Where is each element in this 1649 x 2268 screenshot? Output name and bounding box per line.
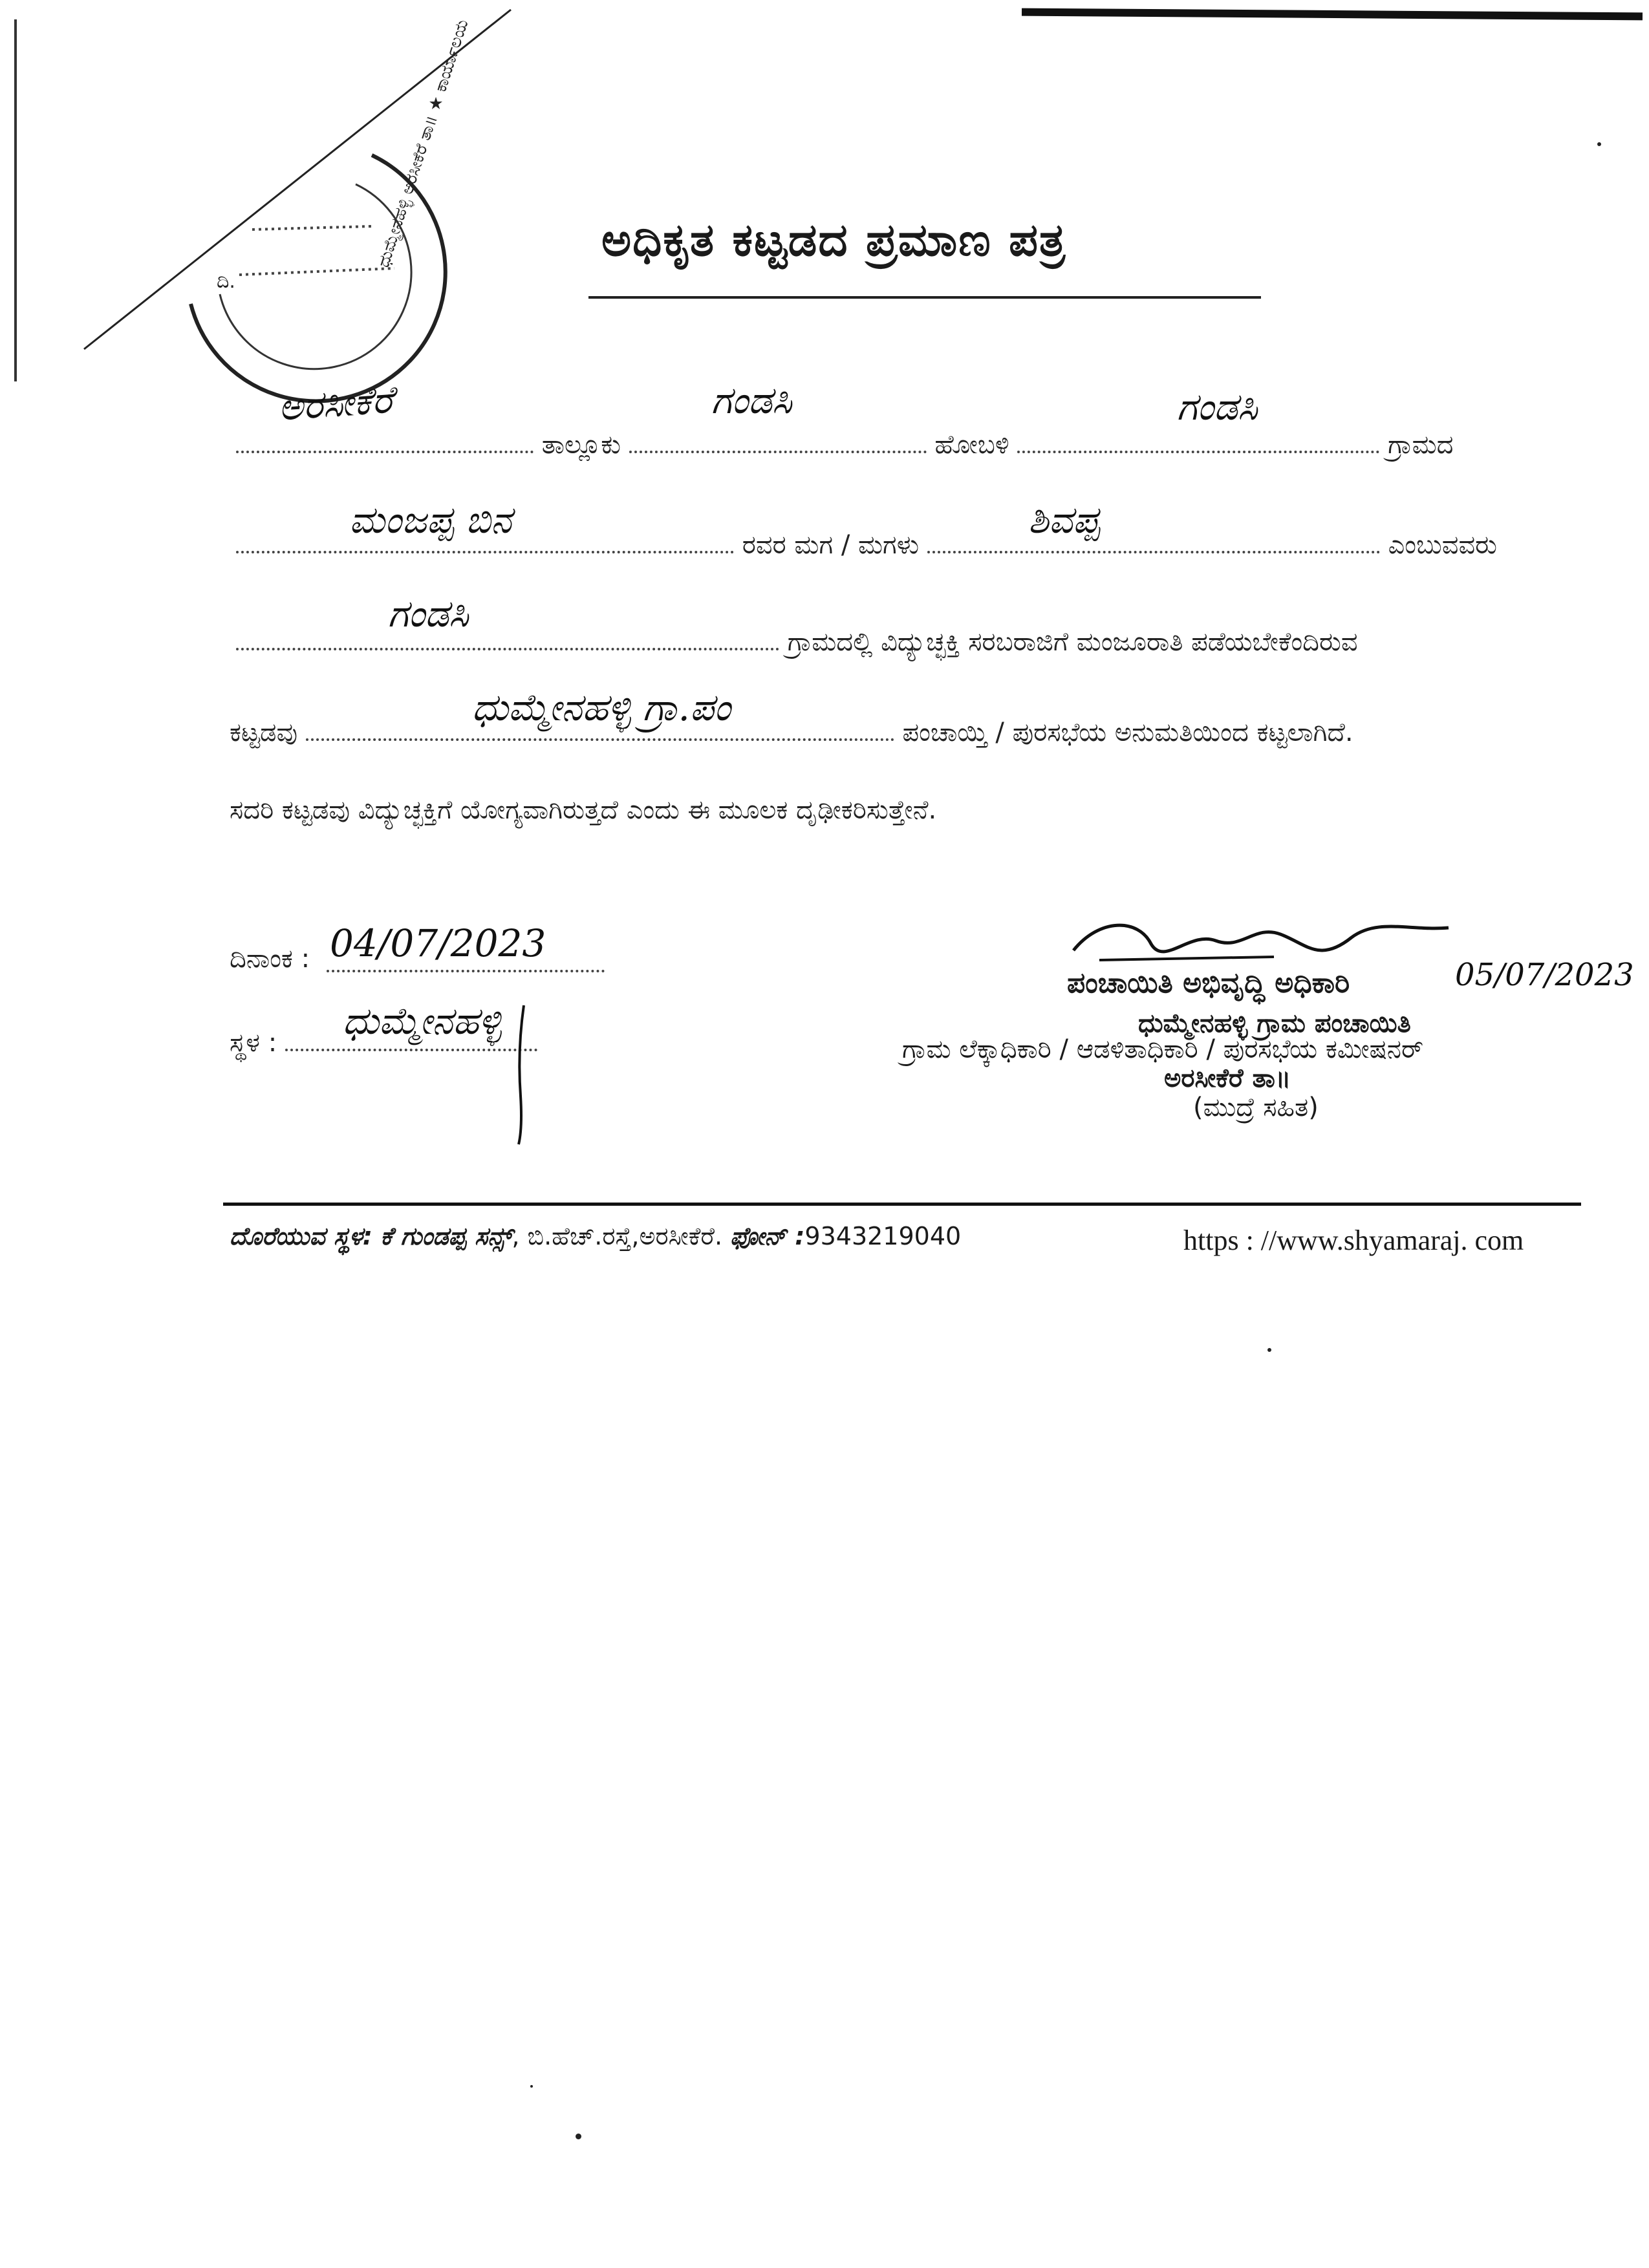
building-label: ಕಟ್ಟಡವು [230, 718, 298, 747]
stamp-designation: ಪಂಚಾಯಿತಿ ಅಭಿವೃದ್ಧಿ ಅಧಿಕಾರಿ [1067, 967, 1350, 1000]
hobli-label: ಹೋಬಳಿ [934, 430, 1009, 460]
place-pen-stroke [504, 999, 543, 1148]
official-designation-line: ಗ್ರಾಮ ಲೆಕ್ಕಾಧಿಕಾರಿ / ಆಡಳಿತಾಧಿಕಾರಿ / ಪುರಸಭೆಯ ಕಮೀಷನರ್ [902, 1034, 1424, 1064]
footer-available-label: ದೊರೆಯುವ ಸ್ಥಳ: [230, 1222, 372, 1250]
stamp-line1-prefix: ದಿ. [217, 270, 235, 293]
handwritten-village-2: ಗಂಡಸಿ [388, 592, 469, 636]
footer-rule [223, 1203, 1581, 1206]
scan-speck [576, 2134, 581, 2139]
handwritten-parent: ಶಿವಪ್ಪ [1028, 498, 1100, 542]
stamp-panchayat-name: ಧುಮ್ಮೇನಹಳ್ಳಿ ಗ್ರಾಮ ಪಂಚಾಯಿತಿ [1138, 1009, 1411, 1038]
handwritten-signature-date: 05/07/2023 [1455, 957, 1634, 993]
seal-note: (ಮುದ್ರೆ ಸಹಿತ) [1193, 1093, 1319, 1122]
scan-edge-line [1022, 8, 1643, 21]
row-electricity [236, 627, 1358, 657]
office-seal-stamp [152, 17, 473, 407]
row-taluk [236, 430, 1454, 460]
handwritten-name: ಮಂಜಪ್ಪ ಬಿನ [349, 498, 512, 542]
village-electricity-text: ಗ್ರಾಮದಲ್ಲಿ ವಿದ್ಯುಚ್ಛಕ್ತಿ ಸರಬರಾಜಿಗೆ ಮಂಜೂರಾತಿ ಪಡೆಯಬೇಕೆಂದಿರುವ [787, 627, 1358, 657]
handwritten-taluk: ಅರಸೀಕೆರೆ [276, 377, 394, 430]
scan-speck [1597, 142, 1601, 146]
footer-phone: 9343219040 [804, 1222, 962, 1250]
row-building [230, 718, 1353, 747]
row-name [236, 530, 1497, 560]
scan-speck [1267, 1348, 1271, 1352]
son-daughter-label: ರವರ ಮಗ / ಮಗಳು [742, 530, 920, 560]
stamp-taluk: ಅರಸೀಕೆರೆ ತಾ॥ [1164, 1064, 1291, 1093]
footer-url: https : //www.shyamaraj. com [1183, 1225, 1524, 1256]
footer-phone-label: ಫೋನ್ : [730, 1222, 805, 1250]
certify-statement: ಸದರಿ ಕಟ್ಟಡವು ವಿದ್ಯುಚ್ಛಕ್ತಿಗೆ ಯೋಗ್ಯವಾಗಿರುತ್ತದೆ ಎಂದು ಈ ಮೂಲಕ ದೃಢೀಕರಿಸುತ್ತೇನೆ. [230, 795, 937, 825]
handwritten-place: ಧುಮ್ಮೇನಹಳ್ಳಿ [343, 999, 502, 1043]
handwritten-village: ಗಂಡಸಿ [1177, 385, 1258, 429]
title-underline [588, 296, 1261, 299]
stamp-ring-text: ಧುಮ್ಮೇನಹಳ್ಳಿ ಅರಸೀಕೆರೆ ತಾ॥ ★ ಕಾರ್ಯಾಲಯ [374, 17, 473, 270]
date-dotted-line [327, 970, 605, 972]
taluk-label: ತಾಲ್ಲೂಕು [541, 430, 621, 460]
date-label: ದಿನಾಂಕ : [230, 944, 310, 974]
footer-availability [230, 1222, 961, 1251]
handwritten-date: 04/07/2023 [330, 921, 546, 965]
footer-shop: ಕೆ ಗುಂಡಪ್ಪ ಸನ್ಸ್ [380, 1222, 512, 1250]
panchayat-text: ಪಂಚಾಯ್ತಿ / ಪುರಸಭೆಯ ಅನುಮತಿಯಿಂದ ಕಟ್ಟಲಾಗಿದೆ. [902, 718, 1353, 747]
village-label: ಗ್ರಾಮದ [1388, 430, 1454, 460]
handwritten-hobli: ಗಂಡಸಿ [711, 378, 792, 422]
scan-speck [530, 2085, 533, 2088]
place-label: ಸ್ಥಳ : [230, 1028, 277, 1058]
footer-address: , ಬಿ.ಹೆಚ್.ರಸ್ತೆ,ಅರಸೀಕೆರೆ. [512, 1222, 723, 1250]
named-label: ಎಂಬುವವರು [1388, 530, 1498, 560]
handwritten-building-panchayat: ಧುಮ್ಮೇನಹಳ್ಳಿ ಗ್ರಾ.ಪಂ [472, 685, 731, 729]
document-title: ಅಧಿಕೃತ ಕಟ್ಟಡದ ಪ್ರಮಾಣ ಪತ್ರ [601, 213, 1067, 266]
date-row [230, 944, 310, 974]
